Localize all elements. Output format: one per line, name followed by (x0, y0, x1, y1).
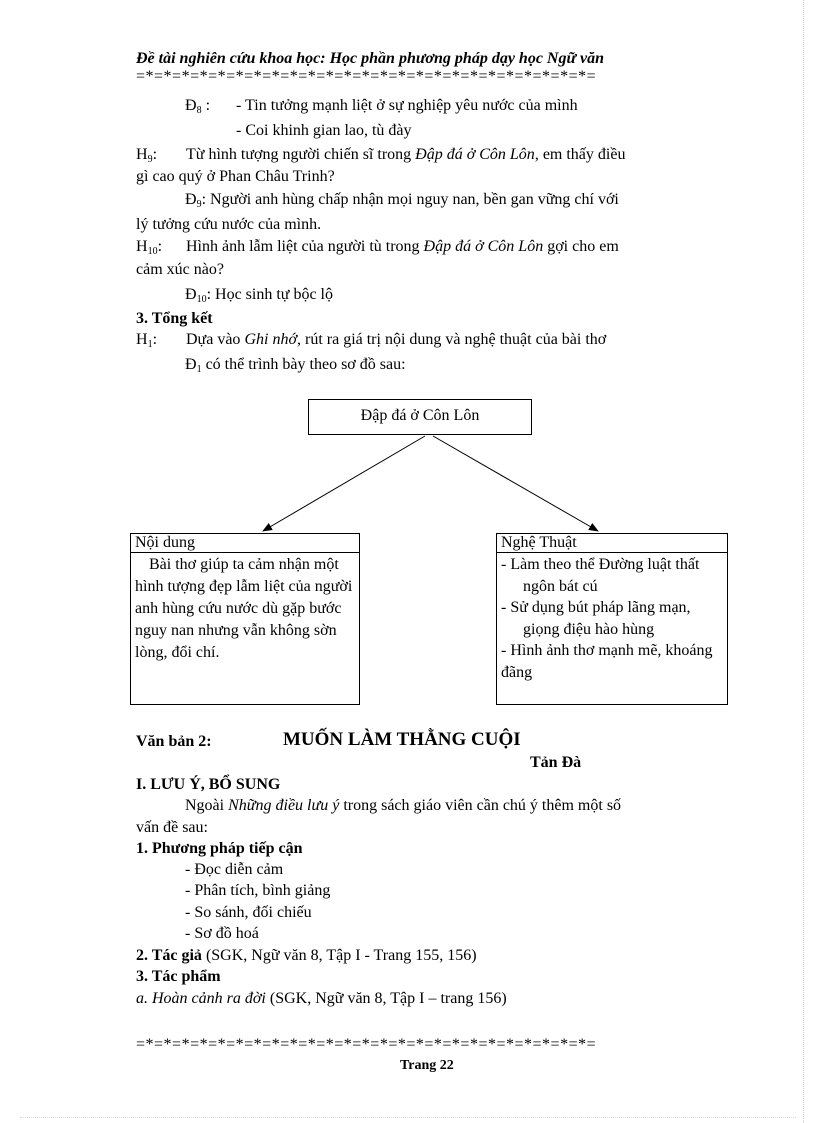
answer-8-line-1: - Tin tưởng mạnh liệt ở sự nghiệp yêu nước của mình (236, 97, 578, 114)
approach-item: - Phân tích, bình giảng (185, 882, 331, 899)
question-1-label: $H_1$: (136, 331, 158, 350)
page-edge-bottom (20, 1117, 796, 1118)
text-2-label: Văn bản 2: (136, 733, 212, 750)
diagram-art-item: - Sử dụng bút pháp lãng mạn, giọng điệu hào hùng (501, 599, 691, 638)
section-1-heading: I. LƯU Ý, BỔ SUNG (136, 776, 281, 793)
question-10-line-2: cảm xúc nào? (136, 261, 224, 278)
page-edge-right (803, 0, 804, 1123)
arrow-to-art (433, 436, 598, 531)
question-10-line-1: Hình ảnh lẫm liệt của người tù trong Đập đá ở Côn Lôn gợi cho em (186, 238, 619, 255)
diagram-content-box (130, 533, 360, 705)
approach-item: - Đọc diễn cảm (185, 861, 284, 878)
approach-item: - Sơ đồ hoá (185, 925, 259, 942)
header-separator: =*=*=*=*=*=*=*=*=*=*=*=*=*=*=*=*=*=*=*=*=*=*=*=*=*= (136, 68, 597, 85)
question-10-label: $H_{10}$: (136, 238, 163, 257)
context-line: a. Hoàn cảnh ra đời (SGK, Ngữ văn 8, Tập I – trang 156) (136, 990, 507, 1007)
diagram-root-label: Đập đá ở Côn Lôn (360, 407, 480, 424)
approach-item: - So sánh, đối chiếu (185, 904, 312, 921)
question-9-line-1: Từ hình tượng người chiến sĩ trong Đập đá ở Côn Lôn, em thấy điều (186, 146, 626, 163)
diagram-art-item: - Hình ảnh thơ mạnh mẽ, khoáng đãng (501, 642, 713, 681)
footer-separator: =*=*=*=*=*=*=*=*=*=*=*=*=*=*=*=*=*=*=*=*=*=*=*=*=*= (136, 1036, 597, 1053)
answer-8-line-2: - Coi khinh gian lao, tù đày (236, 122, 412, 139)
page-number: Trang 22 (400, 1058, 454, 1073)
page-header-title: Đề tài nghiên cứu khoa học: Học phần phương pháp dạy học Ngữ văn (136, 50, 605, 67)
diagram-art-body (497, 553, 727, 684)
answer-9-line-2: lý tưởng cứu nước của mình. (136, 216, 322, 233)
author-line: 2. Tác giả (SGK, Ngữ văn 8, Tập I - Trang 155, 156) (136, 947, 477, 964)
diagram-content-body: Bài thơ giúp ta cảm nhận một hình tượng đẹp lẫm liệt của người anh hùng cứu nước dù gặp bước nguy nan nhưng vẫn không sờn lòng, đổi chí. (135, 556, 353, 661)
text-2-author: Tản Đà (530, 754, 582, 771)
approach-heading: 1. Phương pháp tiếp cận (136, 840, 303, 857)
diagram-art-item: - Làm theo thể Đường luật thất ngôn bát cú (501, 556, 700, 595)
intro-line-2: vấn đề sau: (136, 819, 208, 836)
diagram-root-box (308, 399, 532, 435)
answer-9: $Đ_9$: Người anh hùng chấp nhận mọi nguy nan, bền gan vững chí với (185, 191, 619, 210)
text-2-title: MUỐN LÀM THẰNG CUỘI (283, 729, 521, 750)
diagram-content-title: Nội dung (131, 534, 359, 553)
work-heading: 3. Tác phẩm (136, 968, 221, 985)
answer-8-label: $Đ_8$ : (185, 97, 211, 116)
intro-line-1: Ngoài Những điều lưu ý trong sách giáo viên cần chú ý thêm một số (185, 797, 622, 814)
question-9-line-2: gì cao quý ở Phan Châu Trinh? (136, 168, 335, 185)
question-9-label: $H_9$: (136, 146, 158, 165)
arrow-to-content (263, 436, 425, 531)
diagram-art-title: Nghệ Thuật (497, 534, 727, 553)
question-1-text: Dựa vào Ghi nhớ, rút ra giá trị nội dung và nghệ thuật của bài thơ (186, 331, 607, 348)
answer-1-text: $Đ_1$ có thể trình bày theo sơ đồ sau: (185, 356, 406, 375)
section-summary-heading: 3. Tổng kết (136, 310, 213, 327)
answer-10: $Đ_{10}$: Học sinh tự bộc lộ (185, 286, 333, 305)
diagram-art-box (496, 533, 728, 705)
